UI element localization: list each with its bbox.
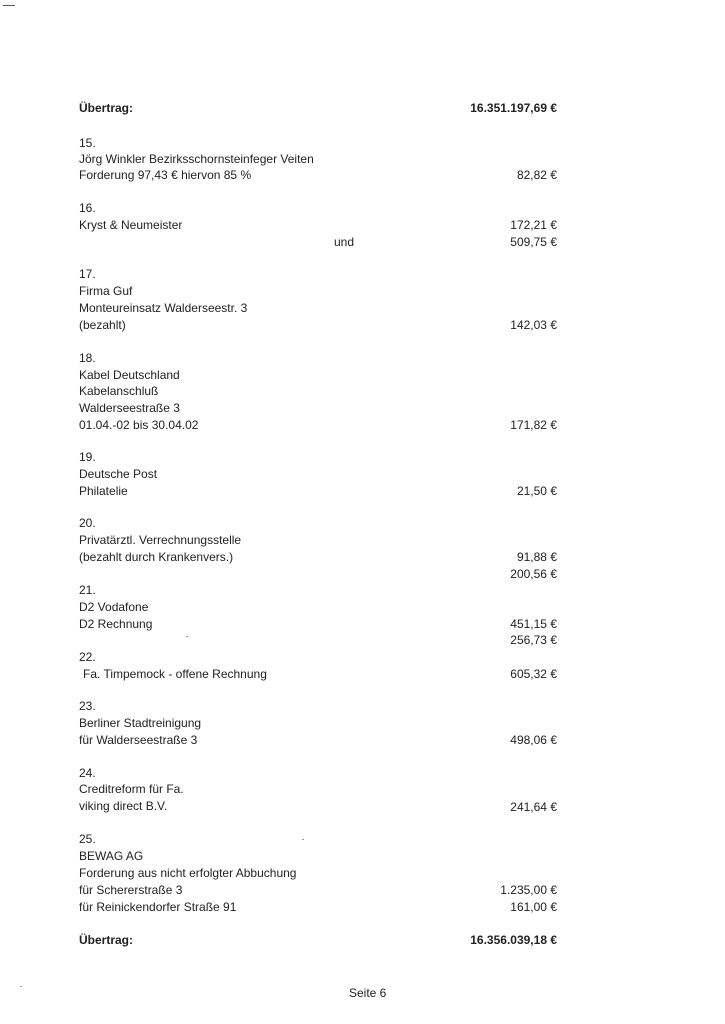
entry-line: für Walderseestraße 3 xyxy=(79,733,198,747)
entry-line: 01.04.-02 bis 30.04.02 xyxy=(79,418,199,432)
scan-speck xyxy=(20,986,22,987)
scan-speck xyxy=(186,636,188,637)
carryover-amount: 16.356.039,18 € xyxy=(470,933,557,947)
entry-number: 25. xyxy=(79,832,96,846)
entry-amount: 256,73 € xyxy=(510,633,557,647)
entry-amount: 21,50 € xyxy=(516,484,557,498)
und-label: und xyxy=(334,235,355,249)
entry-amount: 605,32 € xyxy=(510,667,557,681)
entry-amount: 509,75 € xyxy=(510,235,557,249)
entry-amount: 200,56 € xyxy=(510,567,557,581)
entry-line: D2 Vodafone xyxy=(79,600,149,614)
entry-number: 19. xyxy=(79,450,96,464)
entry-amount: 498,06 € xyxy=(510,733,557,747)
entry-amount: 172,21 € xyxy=(510,218,557,232)
entry-number: 22. xyxy=(79,650,96,664)
entry-amount: 451,15 € xyxy=(510,617,557,631)
entry-line: BEWAG AG xyxy=(79,849,144,863)
entry-line: Forderung 97,43 € hiervon 85 % xyxy=(79,168,252,182)
entry-amount: 161,00 € xyxy=(510,900,557,914)
entry-amount: 171,82 € xyxy=(510,418,557,432)
entry-line: Philatelie xyxy=(79,484,128,498)
carryover-label: Übertrag: xyxy=(79,101,134,115)
entry-amount: 91,88 € xyxy=(516,550,557,564)
entry-line: Deutsche Post xyxy=(79,467,158,481)
entry-amount: 142,03 € xyxy=(510,318,557,332)
entry-line: für Reinickendorfer Straße 91 xyxy=(79,900,237,914)
entry-line: D2 Rechnung xyxy=(79,617,153,631)
entry-number: 15. xyxy=(79,136,96,150)
entry-amount: 241,64 € xyxy=(510,800,557,814)
entry-line: Kabelanschluß xyxy=(79,384,159,398)
entry-number: 24. xyxy=(79,766,96,780)
entry-number: 23. xyxy=(79,699,96,713)
entry-line: (bezahlt durch Krankenvers.) xyxy=(79,550,234,564)
entry-line: Monteureinsatz Walderseestr. 3 xyxy=(79,301,248,315)
entry-number: 16. xyxy=(79,201,96,215)
carryover-label: Übertrag: xyxy=(79,933,134,947)
entry-line: Privatärztl. Verrechnungsstelle xyxy=(79,533,242,547)
entry-line: Berliner Stadtreinigung xyxy=(79,716,202,730)
entry-line: Walderseestraße 3 xyxy=(79,401,180,415)
scan-speck xyxy=(302,839,304,840)
scan-mark xyxy=(3,5,15,6)
carryover-amount: 16.351.197,69 € xyxy=(470,101,557,115)
entry-line: für Schererstraße 3 xyxy=(79,883,183,897)
entry-number: 21. xyxy=(79,583,96,597)
entry-line: Fa. Timpemock - offene Rechnung xyxy=(83,667,267,681)
entry-line: Firma Guf xyxy=(79,284,133,298)
entry-amount: 1.235,00 € xyxy=(500,883,557,897)
entry-line: Kryst & Neumeister xyxy=(79,218,183,232)
entry-line: viking direct B.V. xyxy=(79,799,168,813)
entry-amount: 82,82 € xyxy=(516,168,557,182)
entry-line: Creditreform für Fa. xyxy=(79,782,184,796)
page-number: Seite 6 xyxy=(349,986,387,1000)
entry-line: (bezahlt) xyxy=(79,318,126,332)
entry-number: 17. xyxy=(79,267,96,281)
entry-line: Forderung aus nicht erfolgter Abbuchung xyxy=(79,866,297,880)
entry-line: Jörg Winkler Bezirksschornsteinfeger Veiten xyxy=(79,152,314,166)
entry-number: 20. xyxy=(79,516,96,530)
entry-line: Kabel Deutschland xyxy=(79,368,180,382)
entry-number: 18. xyxy=(79,351,96,365)
